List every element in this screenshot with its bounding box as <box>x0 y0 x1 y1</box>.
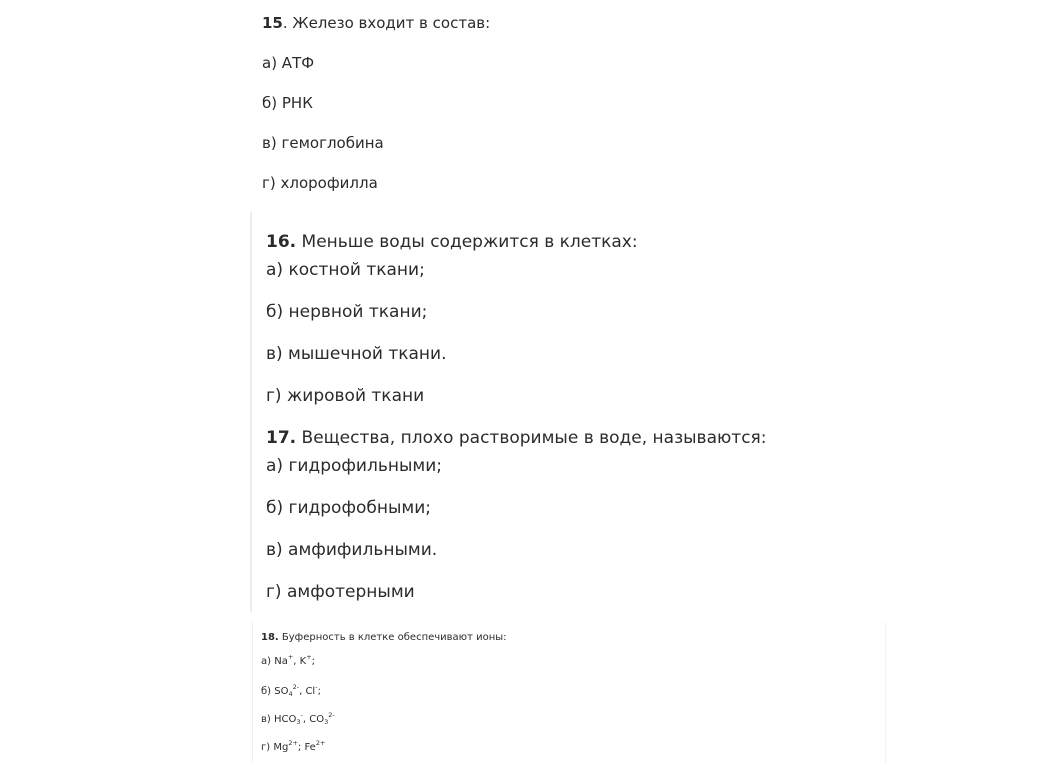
question-number: 15 <box>262 14 283 32</box>
option-b: б) гидрофобными; <box>266 498 432 518</box>
option-b: б) РНК <box>262 94 313 112</box>
question-18 <box>261 632 681 760</box>
question-text: . Железо входит в состав: <box>282 14 491 32</box>
option-d: г) $Mg^{2+}$; $Fe^{2+}$ <box>261 739 326 753</box>
option-c: в) $HCO_3^-$, $CO_3^{2-}$ <box>261 711 335 726</box>
question-16 <box>266 228 766 413</box>
question-number: 18. <box>261 632 279 643</box>
option-c: в) гемоглобина <box>262 134 384 152</box>
option-d: г) амфотерными <box>266 582 415 602</box>
option-a: а) Na+, K+; <box>261 653 316 667</box>
option-c: в) амфифильными. <box>266 540 438 560</box>
question-18-title <box>261 632 507 643</box>
option-a: а) костной ткани; <box>266 260 425 280</box>
option-b: б) нервной ткани; <box>266 302 428 322</box>
option-d: г) жировой ткани <box>266 386 425 406</box>
option-c: в) мышечной ткани. <box>266 344 447 364</box>
question-16-title <box>266 232 638 252</box>
question-15-title <box>262 14 490 32</box>
question-text: Вещества, плохо растворимые в воде, называются: <box>296 428 767 448</box>
option-b: б) $SO_4^{2-}$, Cl-; <box>261 683 321 698</box>
question-text: Меньше воды содержится в клетках: <box>296 232 638 252</box>
option-a: а) гидрофильными; <box>266 456 442 476</box>
option-a: а) АТФ <box>262 54 315 72</box>
question-17 <box>266 424 786 609</box>
question-number: 16. <box>266 232 297 252</box>
question-15 <box>262 14 662 199</box>
question-number: 17. <box>266 428 297 448</box>
question-17-title <box>266 428 767 448</box>
option-d: г) хлорофилла <box>262 174 378 192</box>
question-text: Буферность в клетке обеспечивают ионы: <box>278 632 507 643</box>
